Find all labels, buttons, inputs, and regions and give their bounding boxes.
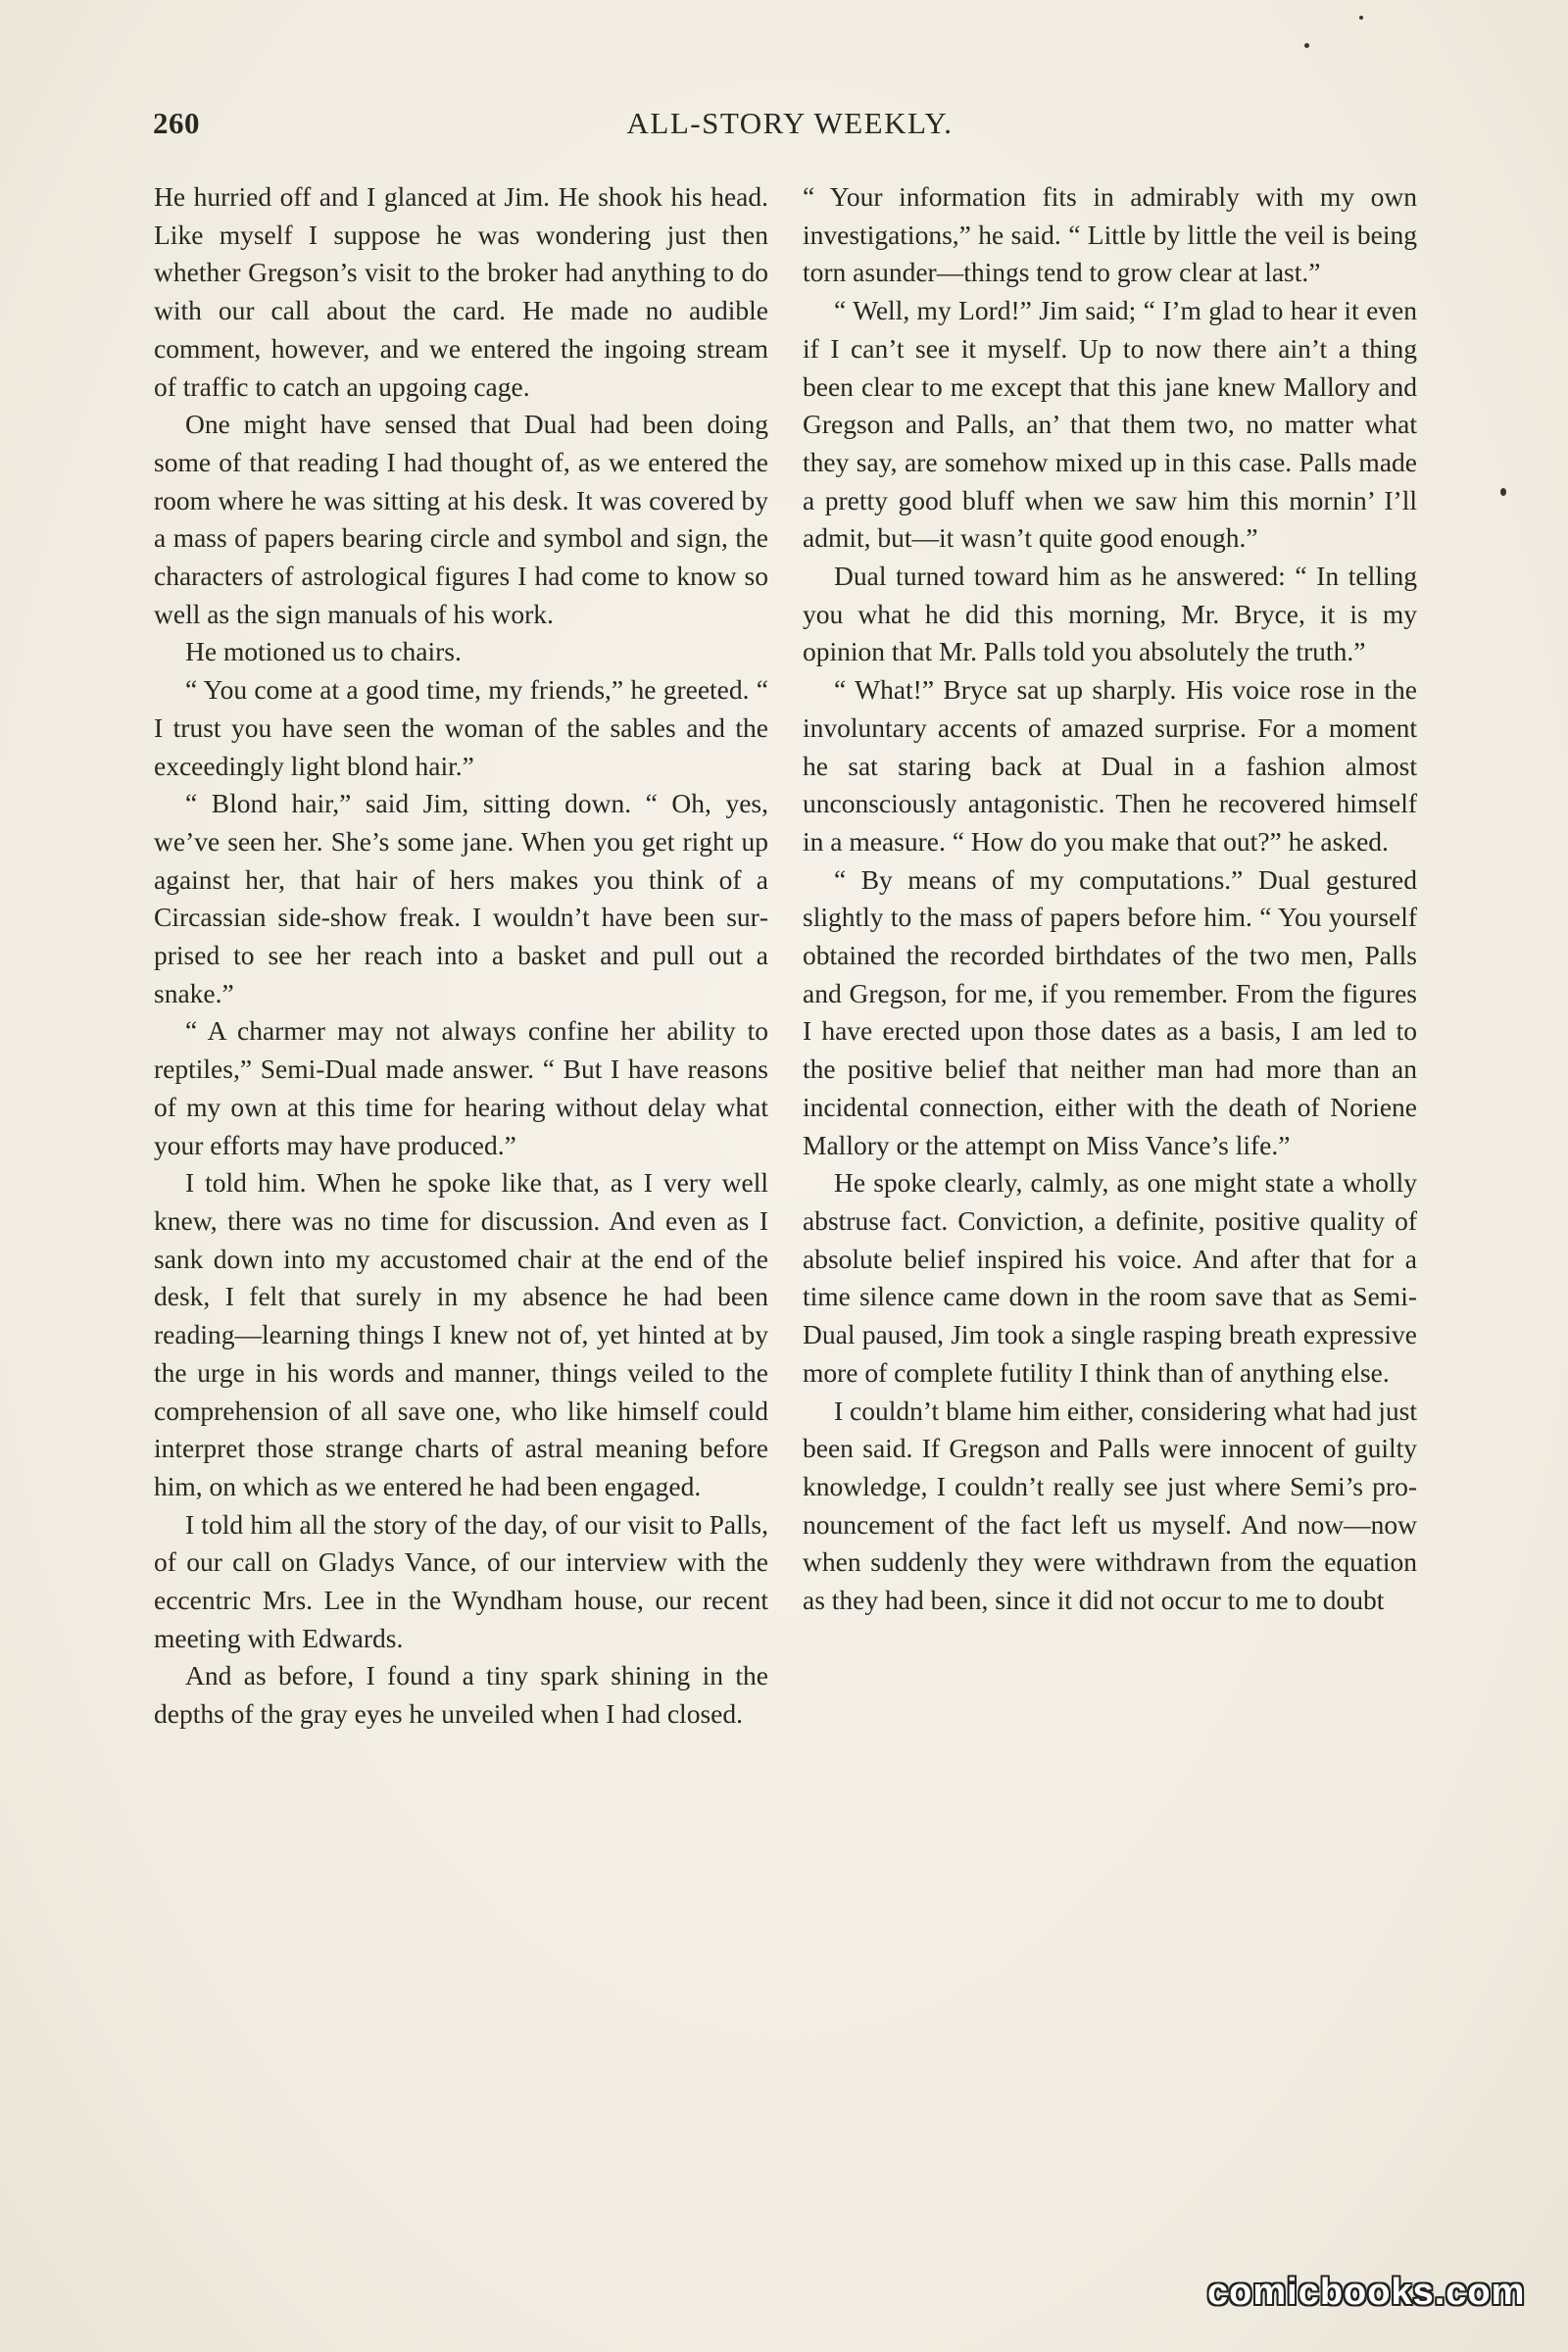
paragraph: He motioned us to chairs.: [185, 636, 462, 667]
paragraph: I couldn’t blame him either, considering what had just been said. If Gregson and Palls were innocent of guilty knowledge, I couldn’t really see just where Semi’s pronouncement of the fact left us myself. And now—now when suddenly they were withdrawn from the equation as they had been, since it did not occur to me to doubt: [803, 1395, 1417, 1616]
paragraph: He spoke clearly, calmly, as one might state a wholly abstruse fact. Conviction, a definite, positive quality of absolute belief inspired his voice. And after that for a time silence came down in the room save that as Semi-Dual paused, Jim took a single rasping breath expressive more of complete futility I think than of anything else.: [803, 1167, 1417, 1388]
site-watermark: comicbooks.com: [1207, 2272, 1526, 2313]
paragraph: “ By means of my computations.” Dual gestured slightly to the mass of papers before him. “ You yourself obtained the recorded birthdates of the two men, Palls and Gregson, for me, if you remember. From the figures I have erected upon those dates as a basis, I am led to the positive belief that neither man had more than an incidental connection, either with the death of Noriene Mallory or the attempt on Miss Vance’s life.”: [803, 863, 1417, 1160]
paragraph: “ Blond hair,” said Jim, sitting down. “ Oh, yes, we’ve seen her. She’s some jane. When you get right up against her, that hair of hers makes you think of a Circassian side-show freak. I wouldn’t have been surprised to see her reach into a basket and pull out a snake.”: [154, 788, 768, 1008]
running-head: ALL-STORY WEEKLY.: [626, 106, 954, 140]
ink-speck: [1359, 16, 1363, 20]
paragraph: He hurried off and I glanced at Jim. He shook his head. Like myself I suppose he was wondering just then whether Gregson’s visit to the broker had anything to do with our call about the card. He made no audible comment, however, and we entered the ingoing stream of traffic to catch an upgoing cage.: [154, 181, 768, 402]
page-number: 260: [153, 106, 200, 140]
left-column: [154, 178, 768, 1734]
paragraph: I told him. When he spoke like that, as I very well knew, there was no time for discussion. And even as I sank down into my accustomed chair at the end of the desk, I felt that surely in my absence he had been reading—learning things I knew not of, yet hinted at by the urge in his words and manner, things veiled to the comprehension of all save one, who like himself could interpret those strange charts of astral meaning before him, on which as we entered he had been engaged.: [154, 1167, 768, 1501]
paragraph: “ A charmer may not always confine her ability to reptiles,” Semi-Dual made answer. “ But I have reasons of my own at this time for hearing without delay what your efforts may have produced.”: [154, 1015, 768, 1160]
paragraph: I told him all the story of the day, of our visit to Palls, of our call on Gladys Vance, of our interview with the eccentric Mrs. Lee in the Wyndham house, our recent meeting with Edwards.: [154, 1508, 768, 1653]
ink-speck: [1304, 43, 1309, 48]
paragraph: “ What!” Bryce sat up sharply. His voice rose in the involuntary accents of amazed surprise. For a moment he sat staring back at Dual in a fashion almost unconsciously antagonistic. Then he recovered himself in a measure. “ How do you make that out?” he asked.: [803, 674, 1417, 857]
paragraph: “ Well, my Lord!” Jim said; “ I’m glad to hear it even if I can’t see it myself. Up to now there ain’t a thing been clear to me except that this jane knew Mallory and Gregson and Palls, an’ that them two, no matter what they say, are somehow mixed up in this case. Palls made a pretty good bluff when we saw him this mornin’ I’ll admit, but—it wasn’t quite good enough.”: [803, 295, 1417, 554]
ink-speck: [1500, 488, 1506, 496]
paragraph: One might have sensed that Dual had been doing some of that reading I had thought of, as we entered the room where he was sitting at his desk. It was covered by a mass of papers bearing circle and symbol and sign, the characters of astrological figures I had come to know so well as the sign manuals of his work.: [154, 409, 768, 629]
paragraph: Dual turned toward him as he answered: “ In telling you what he did this morning, Mr. Bryce, it is my opinion that Mr. Palls told you absolutely the truth.”: [803, 561, 1417, 667]
right-column: [803, 178, 1417, 1620]
page-header: [153, 106, 1427, 155]
paragraph: And as before, I found a tiny spark shining in the depths of the gray eyes he unveiled when I had closed.: [154, 1660, 768, 1730]
paragraph: “ Your information fits in admirably with my own investigations,” he said. “ Little by little the veil is being torn asunder—things tend to grow clear at last.”: [803, 181, 1417, 288]
paragraph: “ You come at a good time, my friends,” he greeted. “ I trust you have seen the woman of the sables and the exceedingly light blond hair.”: [154, 674, 768, 781]
